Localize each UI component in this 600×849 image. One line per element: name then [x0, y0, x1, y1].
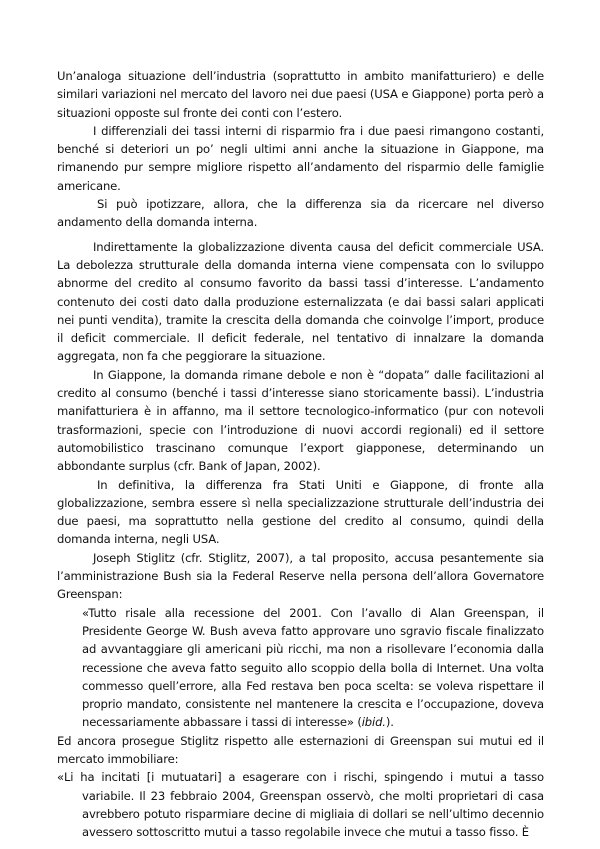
paragraph-8: Ed ancora prosegue Stiglitz rispetto alle esternazioni di Greenspan sui mutui ed il mercato immobiliare: [57, 733, 544, 766]
paragraph-1: Un’analoga situazione dell’industria (soprattutto in ambito manifatturiero) e delle similari variazioni nel mercato del lavoro nei due paesi (USA e Giappone) porta però a situazioni opposte sul fronte dei conti con l’estero. [57, 69, 544, 120]
quote-1-text: «Tutto risale alla recessione del 2001. Con l’avallo di Alan Greenspan, il Presidente George W. Bush aveva fatto approvare uno sgravio fiscale finalizzato ad avvantaggiare gli americani più ricchi, ma non a risollevare l’economia dalla recessione che aveva fatto seguito allo scoppio della bolla di Internet. Una volta commesso quell’errore, alla Fed restava ben poca scelta: se voleva rispettare il proprio mandato, consistente nel mantenere la crescita e l’occupazione, doveva necessariamente abbassare i tassi di interesse» [82, 605, 544, 730]
block-quote-2: «Li ha incitati [i mutuatari] a esagerare con i rischi, spingendo i mutui a tasso variabile. Il 23 febbraio 2004, Greenspan osservò, che molti proprietari di casa avrebbero potuto risparmiare decine di migliaia di dollari se nell’ultimo decennio avessero sottoscritto mutui a tasso regolabile invece che mutui a tasso fisso. È [57, 770, 544, 840]
paragraph-2: I differenziali dei tassi interni di risparmio fra i due paesi rimangono costanti, benché si deteriori un po’ negli ultimi anni anche la situazione in Giappone, ma rimanendo pur sempre migliore rispetto all’andamento del risparmio delle famiglie americane. [57, 123, 544, 193]
paragraph-4: Indirettamente la globalizzazione diventa causa del deficit commerciale USA. La debolezza strutturale della domanda interna viene compensata con lo sviluppo abnorme del credito al consumo favorito da bassi tassi d’interesse. L’andamento contenuto dei costi dato dalla produzione esternalizzata (e dai bassi salari applicati nei punti vendita), tramite la crescita della domanda che coinvolge l’import, produce il deficit commerciale. Il deficit federale, nel tentativo di innalzare la domanda aggregata, non fa che peggiorare la situazione. [57, 239, 544, 364]
paragraph-6: In definitiva, la differenza fra Stati Uniti e Giappone, di fronte alla globalizzazione, sembra essere sì nella specializzazione strutturale dell’industria dei due paesi, ma soprattutto nella gestione del credito al consumo, quindi della domanda interna, negli USA. [57, 477, 544, 547]
block-quote-1 [57, 604, 544, 732]
quote-1-citation: ibid. [361, 715, 386, 730]
paragraph-5: In Giappone, la domanda rimane debole e non è “dopata” dalle facilitazioni al credito al consumo (benché i tassi d’interesse siano storicamente bassi). L’industria manifatturiera è in affanno, ma il settore tecnologico-informatico (pur con notevoli trasformazioni, specie con l’introduzione di nuovi accordi regionali) ed il settore automobilistico trascinano comunque l’export giapponese, determinando un abbondante surplus (cfr. Bank of Japan, 2002). [57, 367, 544, 474]
paragraph-3: Si può ipotizzare, allora, che la differenza sia da ricercare nel diverso andamento della domanda interna. [57, 197, 544, 230]
document-page [57, 67, 544, 841]
quote-1-open-paren: ( [357, 715, 362, 730]
paragraph-7: Joseph Stiglitz (cfr. Stiglitz, 2007), a tal proposito, accusa pesantemente sia l’amministrazione Bush sia la Federal Reserve nella persona dell’allora Governatore Greenspan: [57, 550, 544, 602]
quote-1-close: ). [385, 715, 394, 730]
